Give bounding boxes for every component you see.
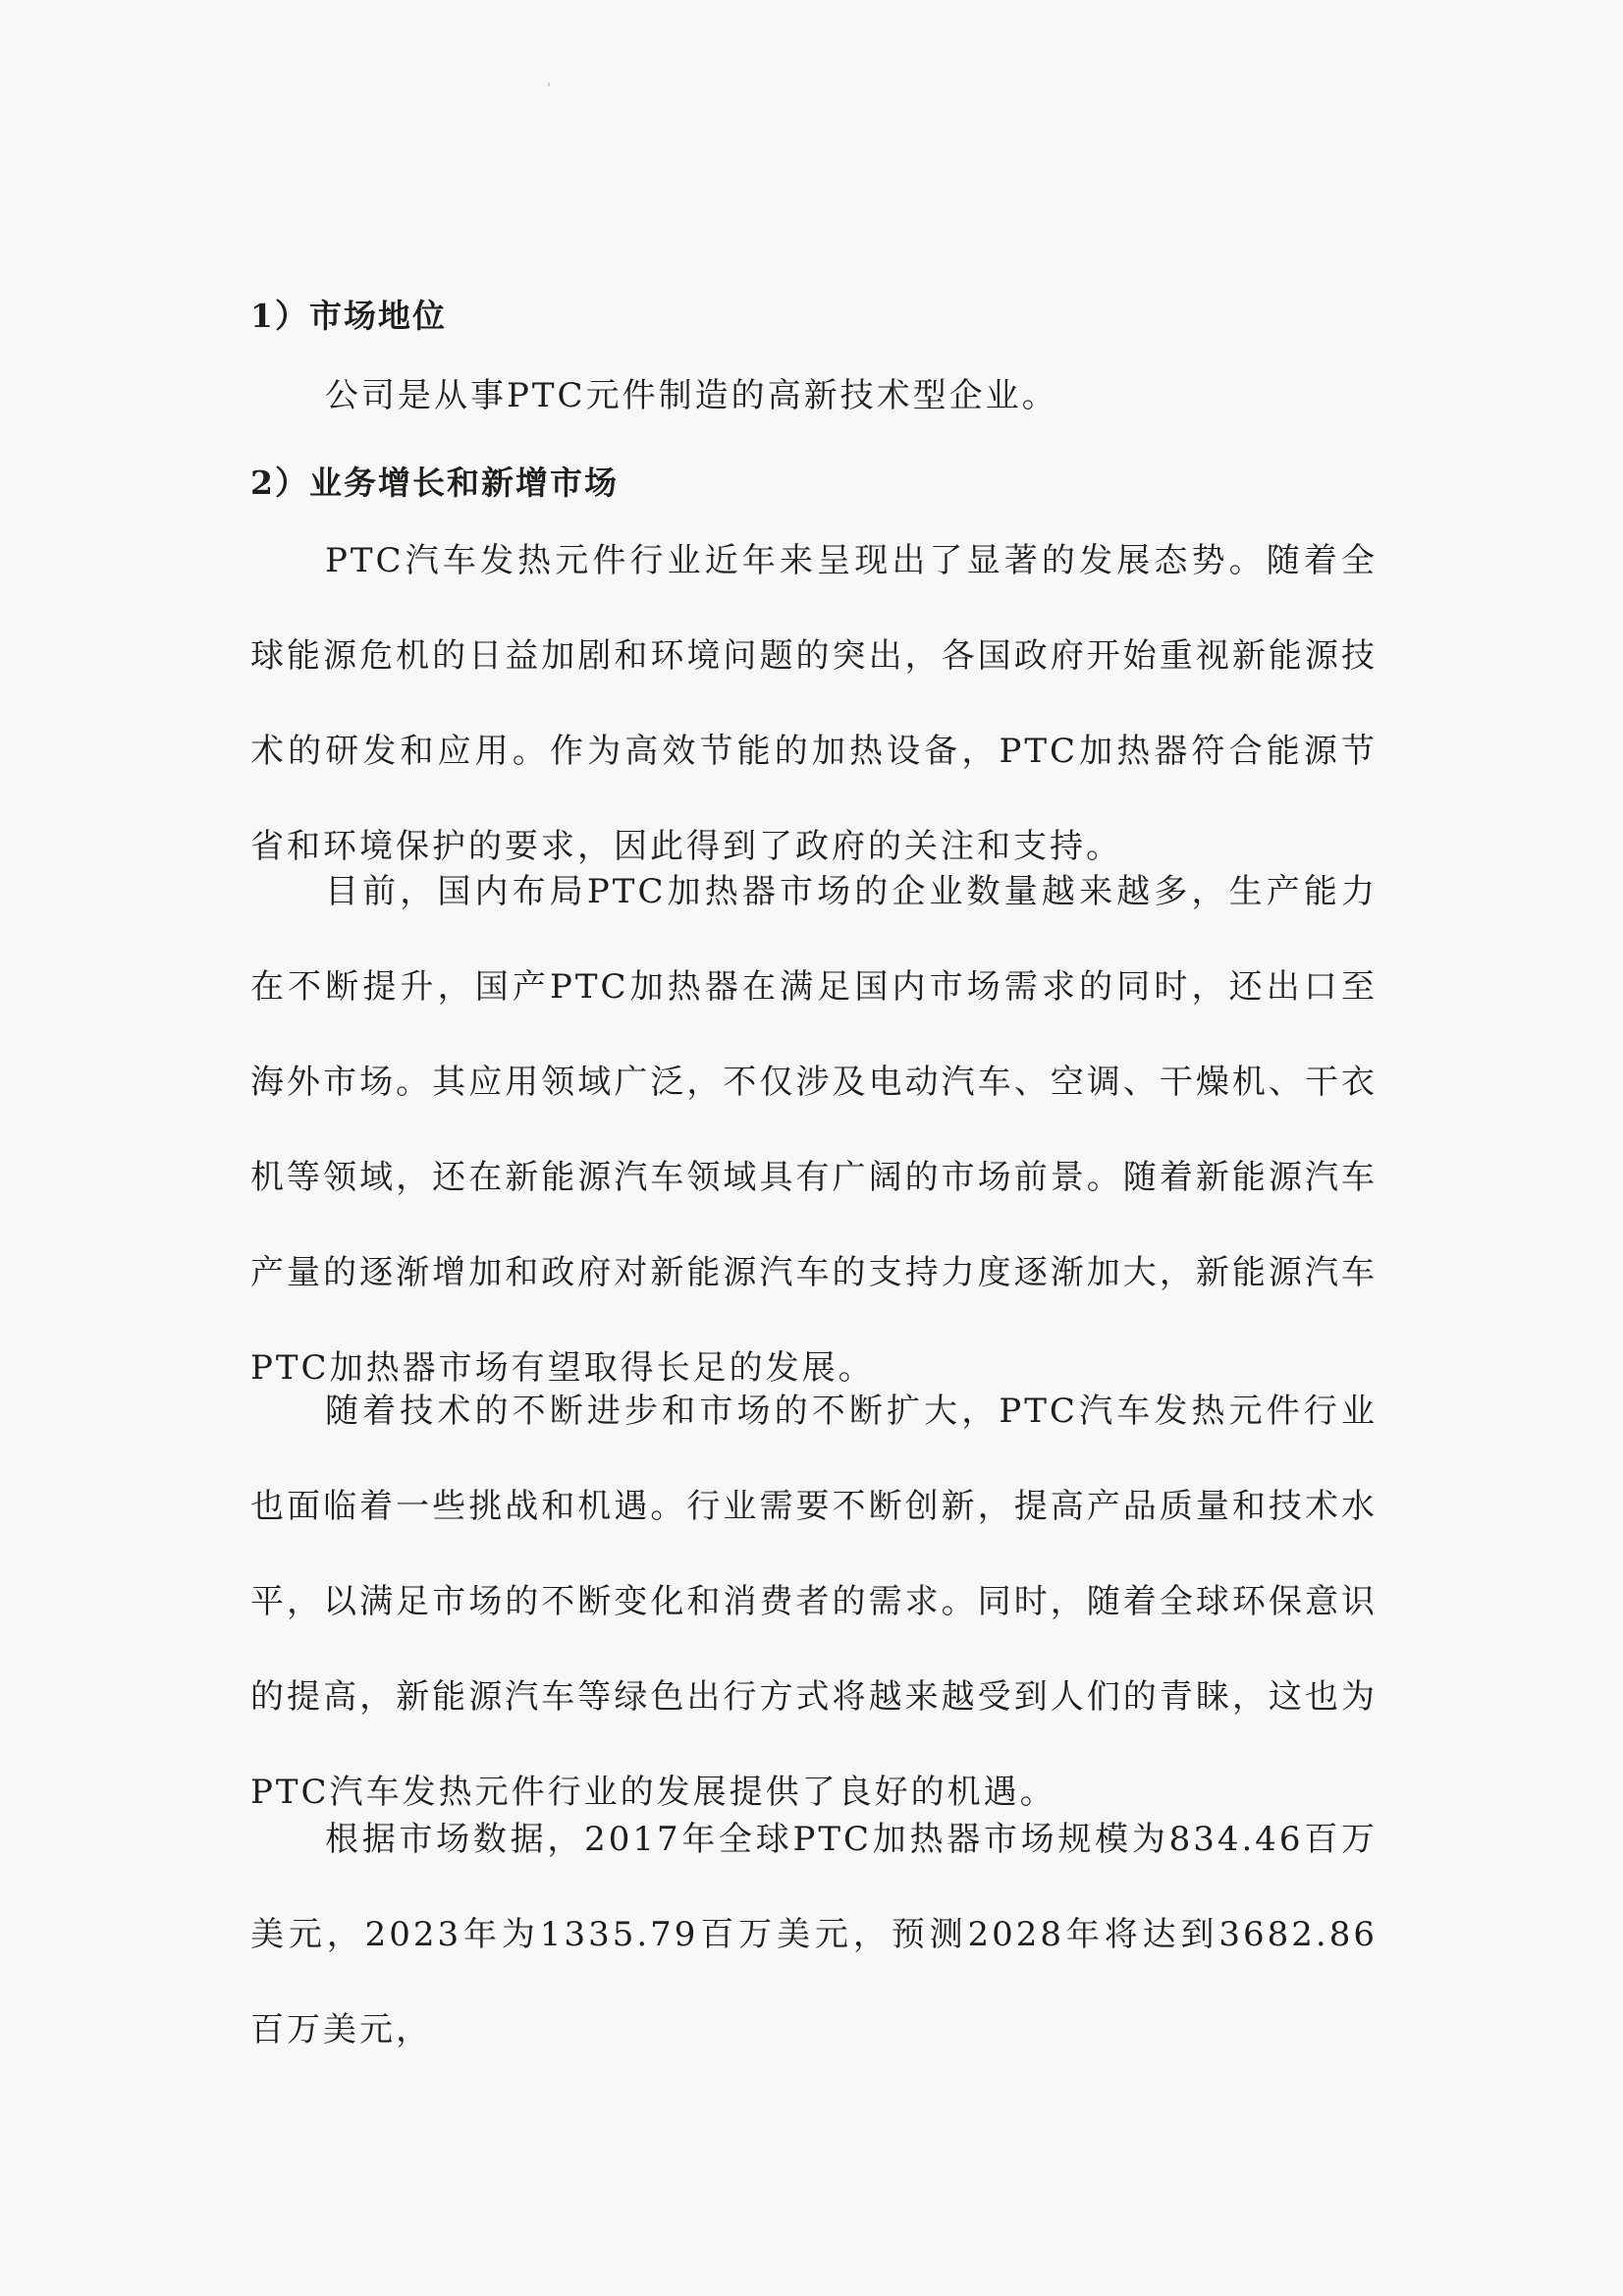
paragraph-market-data: 根据市场数据，2017年全球PTC加热器市场规模为834.46百万美元，2023年为1335.79百万美元，预测2028年将达到3682.86百万美元， [250, 1820, 1378, 2050]
paragraph-domestic-market: 目前，国内布局PTC加热器市场的企业数量越来越多，生产能力在不断提升，国产PTC加热器在满足国内市场需求的同时，还出口至海外市场。其应用领域广泛，不仅涉及电动汽车、空调、干燥机、干衣机等领域，还在新能源汽车领域具有广阔的市场前景。随着新能源汽车产量的逐渐增加和政府对新能源汽车的支持力度逐渐加大，新能源汽车PTC加热器市场有望取得长足的发展。 [250, 872, 1378, 1388]
paragraph-industry-trend: PTC汽车发热元件行业近年来呈现出了显著的发展态势。随着全球能源危机的日益加剧和环境问题的突出，各国政府开始重视新能源技术的研发和应用。作为高效节能的加热设备，PTC加热器符合能源节省和环境保护的要求，因此得到了政府的关注和支持。 [250, 541, 1378, 866]
scan-speck [548, 82, 550, 86]
market-position-text: 公司是从事PTC元件制造的高新技术型企业。 [325, 376, 1058, 415]
heading-market-position: 1）市场地位 [250, 297, 447, 335]
heading-business-growth: 2）业务增长和新增市场 [250, 464, 619, 502]
paragraph-challenges-opportunities: 随着技术的不断进步和市场的不断扩大，PTC汽车发热元件行业也面临着一些挑战和机遇。行业需要不断创新，提高产品质量和技术水平，以满足市场的不断变化和消费者的需求。同时，随着全球环保意识的提高，新能源汽车等绿色出行方式将越来越受到人们的青睐，这也为PTC汽车发热元件行业的发展提供了良好的机遇。 [250, 1392, 1378, 1812]
